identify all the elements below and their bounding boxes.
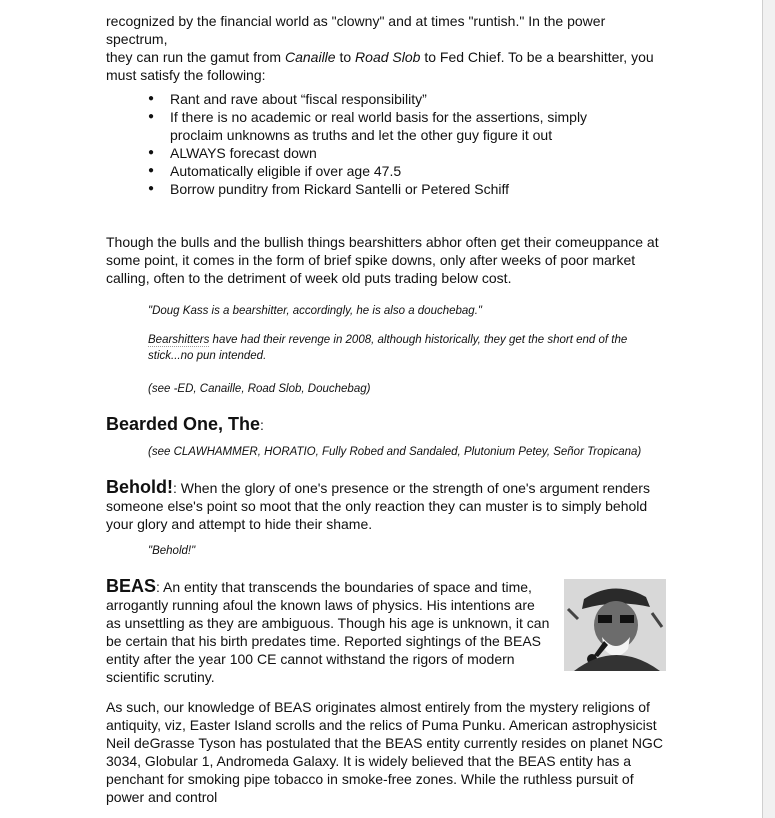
quote-kass: "Doug Kass is a bearshitter, accordingly, he is also a douchebag." bbox=[148, 305, 482, 317]
list-item: ● Borrow punditry from Rickard Santelli or Petered Schiff bbox=[170, 180, 666, 198]
term-heading: BEAS bbox=[106, 576, 157, 596]
list-item: ● Rant and rave about “fiscal responsibility” bbox=[170, 90, 666, 108]
entry-bearded-one: Bearded One, The: bbox=[106, 414, 264, 434]
behold-example: "Behold!" bbox=[148, 545, 196, 557]
canaille-link-text: Canaille bbox=[284, 49, 336, 65]
list-item: ● If there is no academic or real world basis for the assertions, simply proclaim unknowns as truths and let the other guy figure it out bbox=[170, 108, 630, 144]
intro-line-1: recognized by the financial world as "clowny" and at times "runtish." In the power spectrum, bbox=[106, 13, 606, 47]
beas-definition: BEAS: An entity that transcends the boundaries of space and time, arrogantly running afoul the known laws of physics. His intentions are as unsettling as they are ambiguous. Though his age is unknown, it can be certain that his birth predates time. Reported sightings of the BEAS entity after the year 100 CE cannot withstand the rigors of modern scientific scrutiny. bbox=[106, 576, 550, 685]
document-body bbox=[106, 12, 666, 806]
term-heading: Behold! bbox=[106, 477, 173, 497]
quote-see-also: (see -ED, Canaille, Road Slob, Douchebag) bbox=[148, 383, 371, 395]
term-heading: Bearded One, The bbox=[106, 414, 261, 434]
quote-revenge: Bearshitters have had their revenge in 2008, although historically, they get the short end of the stick...no pun intended. bbox=[148, 334, 628, 362]
beas-portrait-image bbox=[564, 579, 666, 671]
beas-history-paragraph: As such, our knowledge of BEAS originates almost entirely from the mystery religions of antiquity, viz, Easter Island scrolls and the relics of Puma Punku. American astrophysicist Neil deGrasse Tyson has postulated that the BEAS entity currently resides on planet NGC 3034, Globular 1, Andromeda Galaxy. It is widely believed that the BEAS entity has a penchant for smoking pipe tobacco in smoke-free zones. While the ruthless pursuit of power and control bbox=[106, 699, 663, 805]
intro-paragraph: recognized by the financial world as "clowny" and at times "runtish." In the power spectrum, they can run the gamut from Canaille to Road Slob to Fed Chief. To be a bearshitter, you must satisfy the following: bbox=[106, 13, 654, 83]
entry-beas bbox=[106, 577, 666, 806]
scrollbar-track[interactable] bbox=[763, 0, 775, 818]
list-item: ● ALWAYS forecast down bbox=[170, 144, 666, 162]
entry-behold: Behold!: When the glory of one's presence or the strength of one's argument renders someone else's point so moot that the only reaction they can muster is to simply behold your glory and attempt to hide their shame. bbox=[106, 477, 650, 532]
spellcheck-word: Bearshitters bbox=[148, 334, 210, 346]
road-slob-text: Road Slob bbox=[355, 49, 421, 65]
list-item: ● Automatically eligible if over age 47.5 bbox=[170, 162, 666, 180]
requirements-list bbox=[106, 90, 666, 198]
bearded-see-also: (see CLAWHAMMER, HORATIO, Fully Robed and Sandaled, Plutonium Petey, Señor Tropicana) bbox=[148, 446, 642, 458]
comeuppance-paragraph: Though the bulls and the bullish things bearshitters abhor often get their comeuppance at some point, it comes in the form of brief spike downs, only after weeks of poor market calling, often to the detriment of week old puts trading below cost. bbox=[106, 234, 659, 286]
